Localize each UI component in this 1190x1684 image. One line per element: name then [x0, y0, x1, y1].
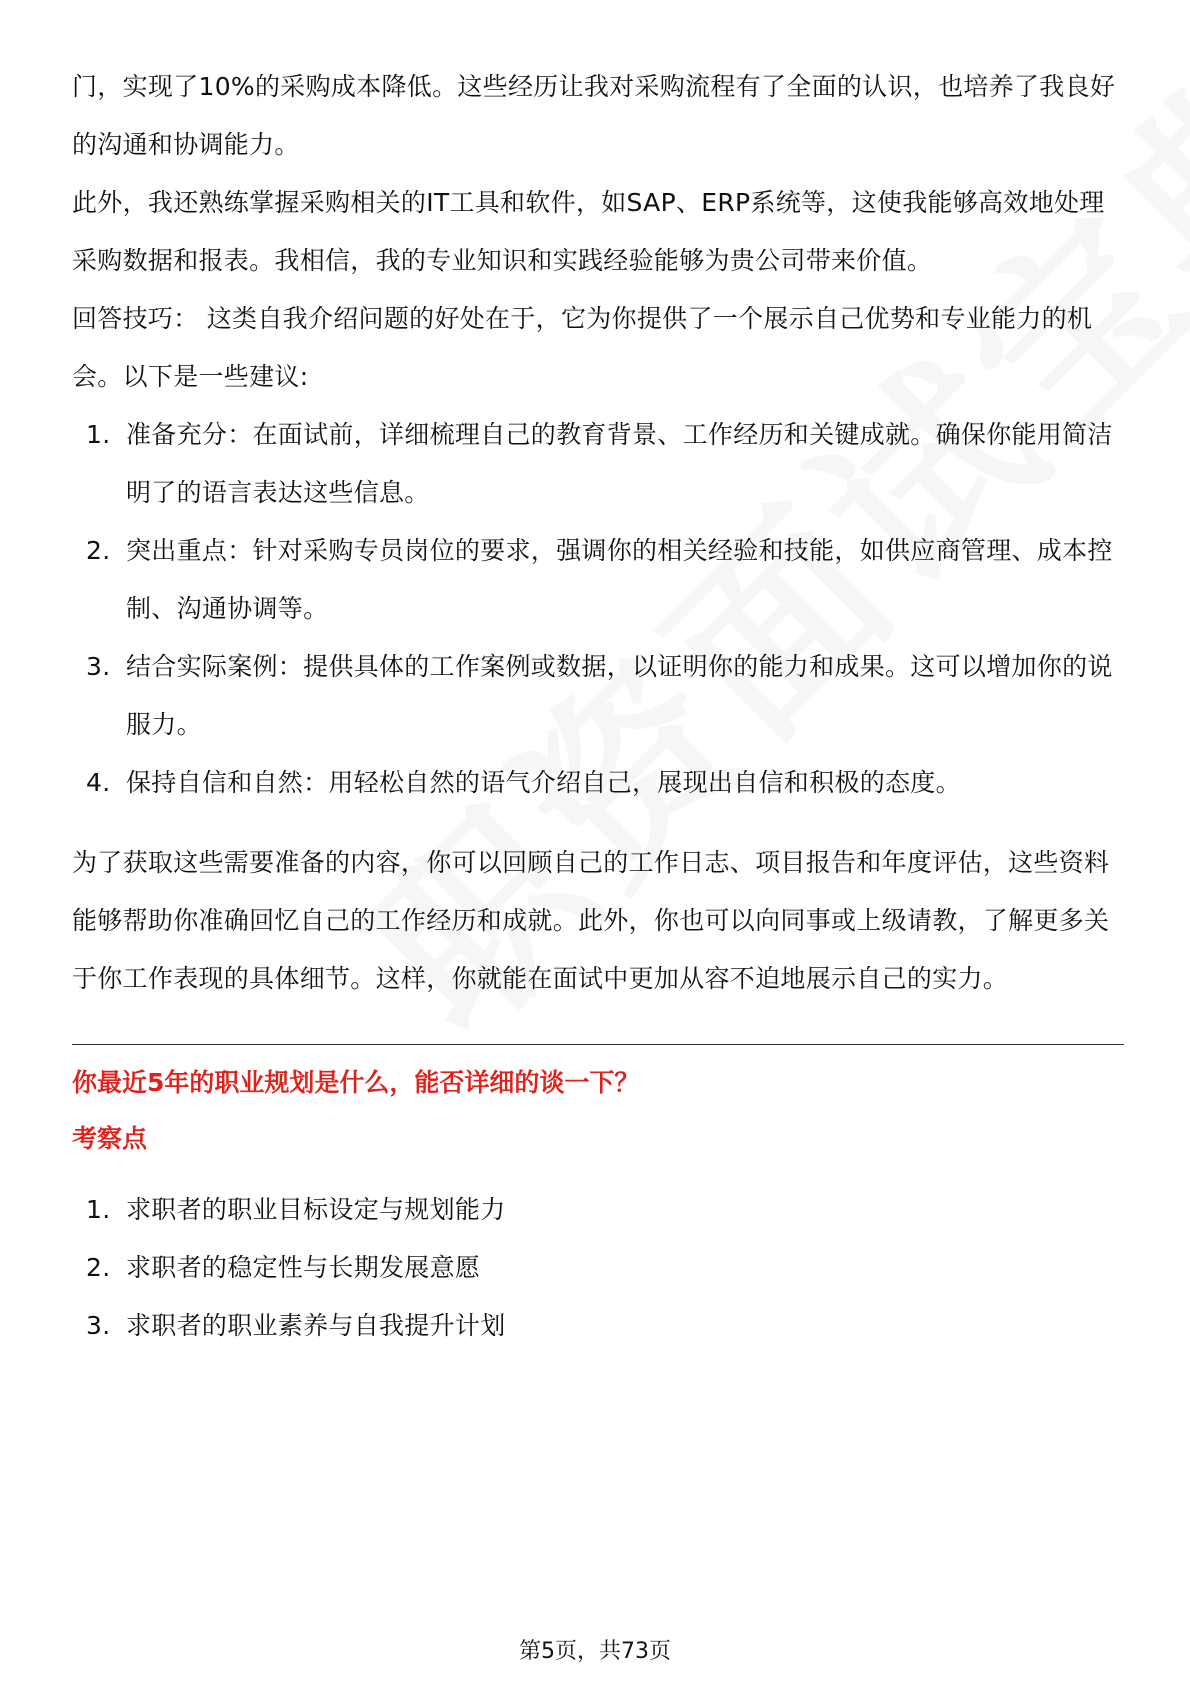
list-item-number: 2. — [86, 536, 111, 565]
paragraph-it-skills: 此外，我还熟练掌握采购相关的IT工具和软件，如SAP、ERP系统等，这使我能够高效地处理采购数据和报表。我相信，我的专业知识和实践经验能够为贵公司带来价值。 — [72, 188, 1105, 275]
page-number: 第5页，共73页 — [519, 1639, 671, 1664]
list-item-number: 1. — [86, 1195, 111, 1224]
list-item-number: 4. — [86, 768, 111, 797]
section-divider — [72, 1044, 1124, 1045]
list-item-number: 3. — [86, 652, 111, 681]
question-title: 你最近5年的职业规划是什么，能否详细的谈一下？ — [72, 1068, 640, 1097]
list-item — [72, 1181, 1124, 1239]
list-item — [72, 406, 1124, 522]
list-item-number: 1. — [86, 420, 111, 449]
assessment-points-heading: 考察点 — [72, 1124, 148, 1153]
list-item — [72, 638, 1124, 754]
list-item-text: 保持自信和自然：用轻松自然的语气介绍自己，展现出自信和积极的态度。 — [126, 768, 961, 797]
list-item-text: 求职者的稳定性与长期发展意愿 — [126, 1253, 481, 1282]
list-item — [72, 522, 1124, 638]
page-content — [72, 58, 1124, 1355]
list-item-text: 求职者的职业素养与自我提升计划 — [126, 1311, 506, 1340]
paragraph-experience-end: 门，实现了10%的采购成本降低。这些经历让我对采购流程有了全面的认识，也培养了我良好的沟通和协调能力。 — [72, 72, 1116, 159]
list-item-number: 3. — [86, 1311, 111, 1340]
list-item — [72, 754, 1124, 812]
list-item-text: 突出重点：针对采购专员岗位的要求，强调你的相关经验和技能，如供应商管理、成本控制、沟通协调等。 — [126, 536, 1113, 623]
list-item — [72, 1297, 1124, 1355]
tips-list — [72, 406, 1124, 812]
list-item-number: 2. — [86, 1253, 111, 1282]
list-item-text: 准备充分：在面试前，详细梳理自己的教育背景、工作经历和关键成就。确保你能用简洁明了的语言表达这些信息。 — [126, 420, 1113, 507]
list-item — [72, 1239, 1124, 1297]
paragraph-closing: 为了获取这些需要准备的内容，你可以回顾自己的工作日志、项目报告和年度评估，这些资料能够帮助你准确回忆自己的工作经历和成就。此外，你也可以向同事或上级请教，了解更多关于你工作表现的具体细节。这样，你就能在面试中更加从容不迫地展示自己的实力。 — [72, 848, 1110, 993]
list-item-text: 求职者的职业目标设定与规划能力 — [126, 1195, 506, 1224]
list-item-text: 结合实际案例：提供具体的工作案例或数据，以证明你的能力和成果。这可以增加你的说服力。 — [126, 652, 1113, 739]
paragraph-answer-tips-intro: 回答技巧： 这类自我介绍问题的好处在于，它为你提供了一个展示自己优势和专业能力的机会。以下是一些建议: — [72, 304, 1093, 391]
assessment-points-list — [72, 1181, 1124, 1355]
